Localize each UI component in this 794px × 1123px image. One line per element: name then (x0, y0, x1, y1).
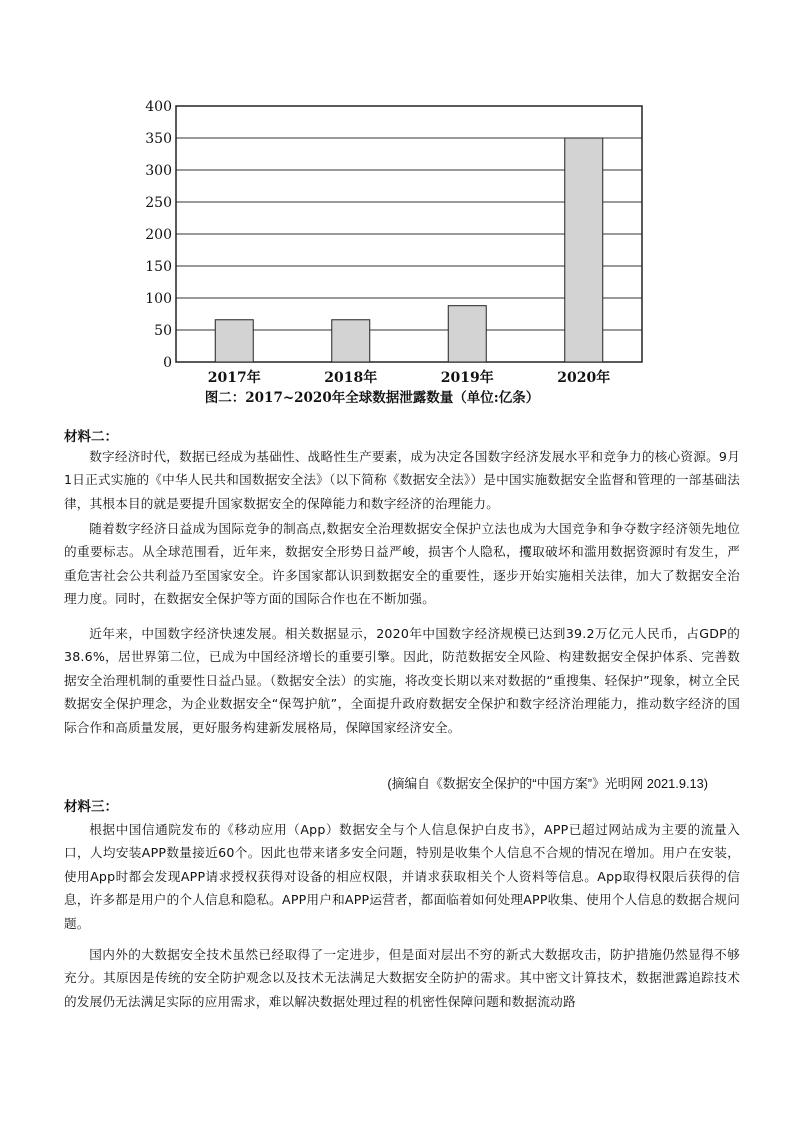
y-tick-label: 50 (154, 323, 172, 339)
material-2-paragraph-1: 数字经济时代，数据已经成为基础性、战略性生产要素，成为决定各国数字经济发展水平和竞争力的核心资源。9月1日正式实施的《中华人民共和国数据安全法》（以下简称《数据安全法》）是中国实施数据安全监督和管理的一部基础法律，其根本目的就是要提升国家数据安全的保障能力和数字经济的治理能力。 (64, 449, 740, 511)
material-2-source: (摘编自《数据安全保护的“中国方案”》光明网 2021.9.13) (387, 776, 708, 791)
material-3-heading: 材料三： (64, 799, 118, 815)
bar-2019年 (448, 306, 486, 362)
y-tick-label: 350 (145, 131, 172, 147)
x-tick-label: 2017年 (207, 370, 261, 386)
material-2-heading: 材料二： (64, 429, 118, 445)
y-tick-label: 150 (145, 259, 172, 275)
x-tick-label: 2019年 (440, 370, 494, 386)
y-tick-label: 100 (145, 291, 172, 307)
chart-title: 图二：2017~2020年全球数据泄露数量（单位:亿条） (204, 390, 540, 406)
chart-x-tick-labels (208, 369, 610, 386)
y-tick-label: 400 (145, 99, 172, 115)
material-3-paragraph-1: 根据中国信通院发布的《移动应用（App）数据安全与个人信息保护白皮书》，APP已超过网站成为主要的流量入口，人均安装APP数量接近60个。因此也带来诸多安全问题，特别是收集个人信息不合规的情况在增加。用户在安装，使用App时都会发现APP请求授权获得对设备的相应权限，并请求获取相关个人资料等信息。App取得权限后获得的信息，许多都是用户的个人信息和隐私。APP用户和APP运营者，都面临着如何处理APP收集、使用个人信息的数据合规问题。 (64, 822, 740, 931)
y-tick-label: 300 (145, 163, 172, 179)
y-tick-label: 200 (145, 227, 172, 243)
bar-2017年 (215, 320, 253, 362)
bar-2020年 (565, 138, 603, 362)
chart-bars (215, 138, 603, 362)
material-3-paragraph-2: 国内外的大数据安全技术虽然已经取得了一定进步，但是面对层出不穷的新式大数据攻击，防护措施仍然显得不够充分。其原因是传统的安全防护观念以及技术无法满足大数据安全防护的需求。其中密文计算技术，数据泄露追踪技术的发展仍无法满足实际的应用需求，难以解决数据处理过程的机密性保障问题和数据流动路 (64, 947, 740, 1009)
chart-y-tick-labels (145, 99, 172, 371)
x-tick-label: 2020年 (557, 370, 611, 386)
material-2-paragraph-3: 近年来，中国数字经济快速发展。相关数据显示，2020年中国数字经济规模已达到39.2万亿元人民币，占GDP的38.6%，居世界第二位，已成为中国经济增长的重要引擎。因此，防范数据安全风险、构建数据安全保护体系、完善数据安全治理机制的重要性日益凸显。（数据安全法）的实施，将改变长期以来对数据的“重搜集、轻保护”现象，树立全民数据安全保护理念，为企业数据安全“保驾护航”，全面提升政府数据安全保护和数字经济治理能力，推动数字经济的国际合作和高质量发展，更好服务构建新发展格局，保障国家经济安全。 (64, 626, 740, 735)
material-2-paragraph-2: 随着数字经济日益成为国际竞争的制高点,数据安全治理数据安全保护立法也成为大国竞争和争夺数字经济领先地位的重要标志。从全球范围看，近年来，数据安全形势日益严峻，损害个人隐私，攫取破坏和滥用数据资源时有发生，严重危害社会公共利益乃至国家安全。许多国家都认识到数据安全的重要性，逐步开始实施相关法律，加大了数据安全治理力度。同时，在数据安全保护等方面的国际合作也在不断加强。 (64, 521, 740, 607)
bar-chart (140, 96, 660, 412)
bar-2018年 (332, 320, 370, 362)
y-tick-label: 250 (145, 195, 172, 211)
x-tick-label: 2018年 (324, 370, 378, 386)
y-tick-label: 0 (163, 355, 172, 371)
